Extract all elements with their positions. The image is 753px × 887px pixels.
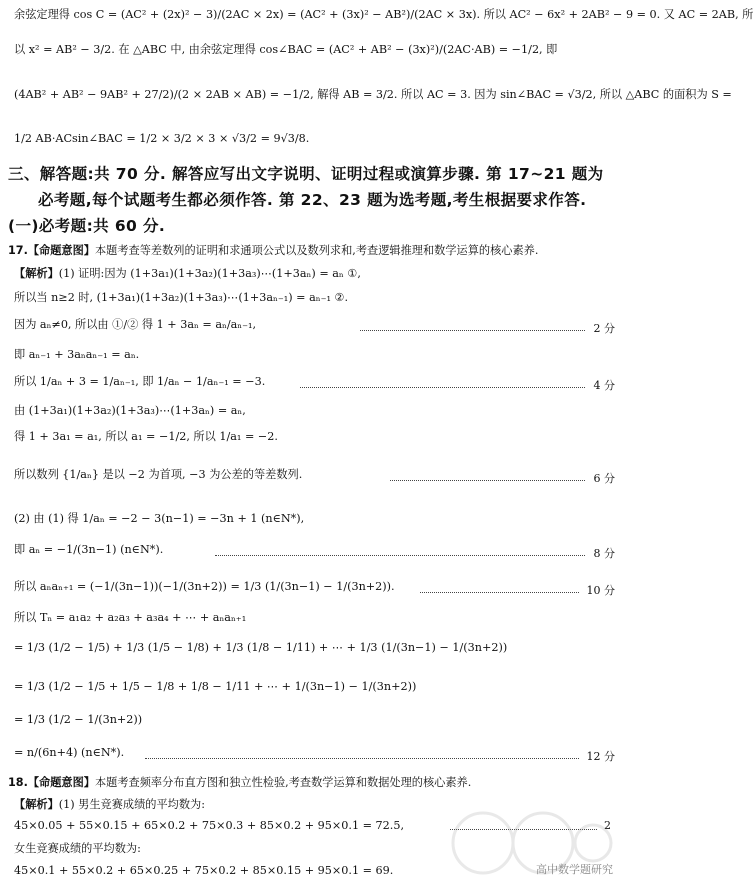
dot-leader — [215, 555, 585, 556]
q17-line-9: (2) 由 (1) 得 1/aₙ = −2 − 3(n−1) = −3n + 1 (n∈N*), — [14, 512, 305, 525]
solution-line-2: 以 x² = AB² − 3/2. 在 △ABC 中, 由余弦定理得 cos∠BAC = (AC² + AB² − (3x)²)/(2AC·AB) = −1/2, 即 — [14, 43, 558, 56]
dot-leader — [390, 480, 585, 481]
q17-line-8: 所以数列 {1/aₙ} 是以 −2 为首项, −3 为公差的等差数列. — [14, 468, 303, 481]
q17-line-12: 所以 Tₙ = a₁a₂ + a₂a₃ + a₃a₄ + ⋯ + aₙaₙ₊₁ — [14, 611, 247, 624]
q17-line-10: 即 aₙ = −1/(3n−1) (n∈N*). — [14, 543, 164, 556]
q17-line-13: = 1/3 (1/2 − 1/5) + 1/3 (1/5 − 1/8) + 1/3 (1/8 − 1/11) + ⋯ + 1/3 (1/(3n−1) − 1/(3n+2)) — [14, 641, 508, 654]
q17-analysis-tag: 【解析】 — [14, 267, 59, 280]
q18-analysis-tag: 【解析】 — [14, 798, 59, 811]
q17-line-11: 所以 aₙaₙ₊₁ = (−1/(3n−1))(−1/(3n+2)) = 1/3 (1/(3n−1) − 1/(3n+2)). — [14, 580, 395, 593]
q17-line-6: 由 (1+3a₁)(1+3a₂)(1+3a₃)⋯(1+3aₙ) = aₙ, — [14, 404, 246, 417]
q18-line-4: 45×0.1 + 55×0.2 + 65×0.25 + 75×0.2 + 85×0.15 + 95×0.1 = 69. — [14, 864, 394, 877]
q18-line-3: 女生竞赛成绩的平均数为: — [14, 842, 141, 855]
q18-analysis-line-1: 【解析】(1) 男生竞赛成绩的平均数为: — [14, 798, 206, 811]
score-2-partial: 2 — [604, 819, 611, 832]
q17-line-2: 所以当 n≥2 时, (1+3a₁)(1+3a₂)(1+3a₃)⋯(1+3aₙ₋₁) = aₙ₋₁ ②. — [14, 291, 349, 304]
q17-line-15: = 1/3 (1/2 − 1/(3n+2)) — [14, 713, 143, 726]
score-2: 2 分 — [593, 322, 615, 335]
q17-line-4: 即 aₙ₋₁ + 3aₙaₙ₋₁ = aₙ. — [14, 348, 140, 361]
score-8: 8 分 — [593, 547, 615, 560]
q17-intent — [8, 244, 615, 258]
q18-line-2: 45×0.05 + 55×0.15 + 65×0.2 + 75×0.3 + 85×0.2 + 95×0.1 = 72.5, — [14, 819, 405, 832]
q18-intent-text: 本题考查频率分布直方图和独立性检验,考查数学运算和数据处理的核心素养. — [94, 776, 472, 789]
solution-line-4: 1/2 AB·ACsin∠BAC = 1/2 × 3/2 × 3 × √3/2 = 9√3/8. — [14, 132, 310, 145]
section-heading-line-2: 必考题,每个试题考生都必须作答. 第 22、23 题为选考题,考生根据要求作答. — [38, 191, 587, 209]
dot-leader — [420, 592, 579, 593]
q17-line-14: = 1/3 (1/2 − 1/5 + 1/5 − 1/8 + 1/8 − 1/11 + ⋯ + 1/(3n−1) − 1/(3n+2)) — [14, 680, 417, 693]
dot-leader — [145, 758, 579, 759]
q17-line-7: 得 1 + 3a₁ = a₁, 所以 a₁ = −1/2, 所以 1/a₁ = −2. — [14, 430, 278, 443]
q17-line-3: 因为 aₙ≠0, 所以由 ①/② 得 1 + 3aₙ = aₙ/aₙ₋₁, — [14, 318, 257, 331]
solution-line-3: (4AB² + AB² − 9AB² + 27/2)/(2 × 2AB × AB) = −1/2, 解得 AB = 3/2. 所以 AC = 3. 因为 sin∠BAC = √3/2, 所以 △ABC 的面积为 S = — [14, 88, 732, 101]
watermark-text: 高中数学题研究 — [536, 863, 613, 876]
q17-line-5: 所以 1/aₙ + 3 = 1/aₙ₋₁, 即 1/aₙ − 1/aₙ₋₁ = −3. — [14, 375, 266, 388]
dot-leader — [360, 330, 585, 331]
q18-intent-tag: 18.【命题意图】 — [8, 776, 95, 789]
score-12: 12 分 — [586, 750, 615, 763]
q17-analysis-line-1: 【解析】(1) 证明:因为 (1+3a₁)(1+3a₂)(1+3a₃)⋯(1+3aₙ) = aₙ ①, — [14, 267, 361, 280]
score-10: 10 分 — [586, 584, 615, 597]
q17-intent-text: 本题考查等差数列的证明和求通项公式以及数列求和,考查逻辑推理和数学运算的核心素养. — [94, 244, 539, 257]
section-heading-line-1: 三、解答题:共 70 分. 解答应写出文字说明、证明过程或演算步骤. 第 17~21 题为 — [8, 165, 604, 183]
q17-intent-tag: 17.【命题意图】 — [8, 244, 95, 257]
q18-intent — [8, 776, 615, 790]
score-4: 4 分 — [593, 379, 615, 392]
solution-line-1: 余弦定理得 cos C = (AC² + (2x)² − 3)/(2AC × 2x) = (AC² + (3x)² − AB²)/(2AC × 3x). 所以 AC² − 6x² + 2AB² − 9 = 0. 又 AC = 2AB, 所 — [14, 8, 753, 21]
dot-leader — [300, 387, 585, 388]
section-heading-line-3: (一)必考题:共 60 分. — [8, 217, 166, 235]
q17-line-16: = n/(6n+4) (n∈N*). — [14, 746, 125, 759]
score-6: 6 分 — [593, 472, 615, 485]
